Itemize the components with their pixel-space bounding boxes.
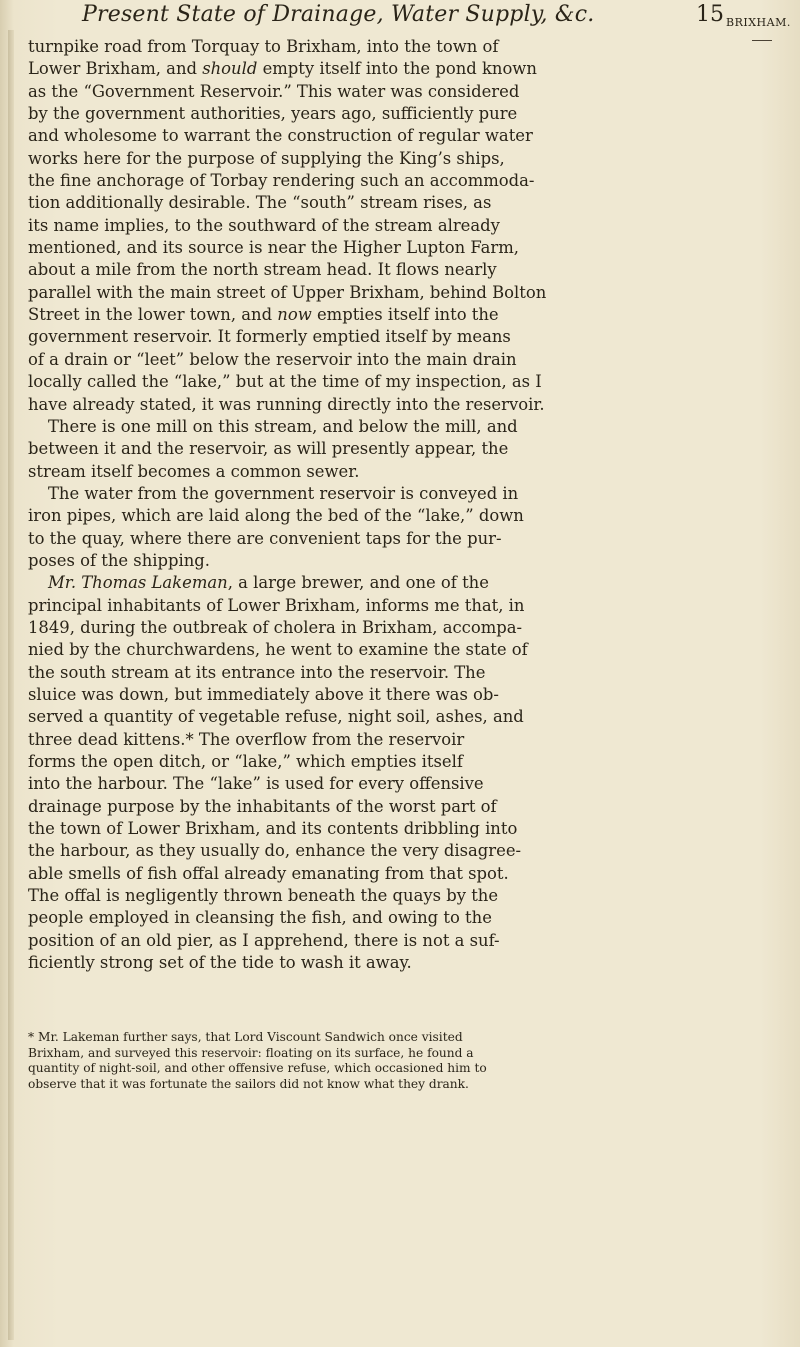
footnote-line: Brixham, and surveyed this reservoir: floating on its surface, he found a <box>28 1045 474 1060</box>
text-line: principal inhabitants of Lower Brixham, informs me that, in <box>28 595 525 615</box>
footnote-line: * Mr. Lakeman further says, that Lord Viscount Sandwich once visited <box>28 1030 463 1044</box>
text-line: The water from the government reservoir is conveyed in <box>48 483 519 503</box>
footnote <box>28 1030 718 1092</box>
text-line: 1849, during the outbreak of cholera in Brixham, accompa- <box>28 617 523 637</box>
text-line: The offal is negligently thrown beneath the quays by the <box>28 886 499 906</box>
text-line: have already stated, it was running directly into the reservoir. <box>28 394 545 414</box>
page-number: 15 <box>696 2 724 27</box>
running-header <box>82 0 722 30</box>
body-text <box>28 36 718 974</box>
text-line: government reservoir. It formerly emptied itself by means <box>28 327 511 347</box>
text-line: by the government authorities, years ago, sufficiently pure <box>28 104 518 124</box>
text-line: poses of the shipping. <box>28 550 210 570</box>
text-line: people employed in cleansing the fish, and owing to the <box>28 908 492 928</box>
text-line: able smells of fish offal already emanating from that spot. <box>28 863 509 883</box>
text-line: locally called the “lake,” but at the time of my inspection, as I <box>28 372 542 392</box>
footnote-line: observe that it was fortunate the sailors did not know what they drank. <box>28 1076 469 1091</box>
text-line: the town of Lower Brixham, and its contents dribbling into <box>28 819 518 839</box>
text-line: between it and the reservoir, as will presently appear, the <box>28 439 509 459</box>
running-title: Present State of Drainage, Water Supply, &c. <box>82 2 595 27</box>
text-line: drainage purpose by the inhabitants of the worst part of <box>28 796 497 816</box>
text-line: into the harbour. The “lake” is used for every offensive <box>28 774 484 794</box>
text-line: forms the open ditch, or “lake,” which empties itself <box>28 752 463 771</box>
text-line: of a drain or “leet” below the reservoir into the main drain <box>28 349 517 369</box>
text-line: Lower Brixham, and should empty itself into the pond known <box>28 59 537 79</box>
text-line: position of an old pier, as I apprehend, there is not a suf- <box>28 930 500 950</box>
text-line: sluice was down, but immediately above it there was ob- <box>28 684 499 704</box>
text-line: iron pipes, which are laid along the bed of the “lake,” down <box>28 506 524 526</box>
text-line: the fine anchorage of Torbay rendering such an accommoda- <box>28 171 535 191</box>
text-line: There is one mill on this stream, and below the mill, and <box>48 416 518 436</box>
text-line: as the “Government Reservoir.” This water was considered <box>28 81 520 101</box>
text-line: the south stream at its entrance into the reservoir. The <box>28 662 486 682</box>
text-line: ficiently strong set of the tide to wash it away. <box>28 953 412 973</box>
text-line: Street in the lower town, and now empties itself into the <box>28 305 499 325</box>
text-line: Mr. Thomas Lakeman, a large brewer, and one of the <box>48 573 489 593</box>
text-line: tion additionally desirable. The “south” stream rises, as <box>28 193 492 213</box>
text-line: mentioned, and its source is near the Higher Lupton Farm, <box>28 238 519 258</box>
text-line: served a quantity of vegetable refuse, night soil, ashes, and <box>28 707 524 727</box>
margin-note: BRIXHAM. <box>726 16 791 29</box>
binding-gutter <box>8 30 14 1340</box>
text-line: three dead kittens.* The overflow from the reservoir <box>28 729 465 749</box>
text-line: works here for the purpose of supplying the King’s ships, <box>28 148 505 168</box>
text-line: and wholesome to warrant the construction of regular water <box>28 126 533 146</box>
text-line: its name implies, to the southward of the stream already <box>28 215 500 235</box>
margin-dash <box>752 40 772 41</box>
text-line: the harbour, as they usually do, enhance the very disagree- <box>28 841 522 861</box>
text-line: stream itself becomes a common sewer. <box>28 461 360 481</box>
footnote-line: quantity of night-soil, and other offensive refuse, which occasioned him to <box>28 1061 487 1075</box>
text-line: turnpike road from Torquay to Brixham, into the town of <box>28 37 499 56</box>
text-line: nied by the churchwardens, he went to examine the state of <box>28 640 528 660</box>
text-line: about a mile from the north stream head. It flows nearly <box>28 260 497 280</box>
text-line: to the quay, where there are convenient taps for the pur- <box>28 528 502 548</box>
text-line: parallel with the main street of Upper Brixham, behind Bolton <box>28 282 547 302</box>
